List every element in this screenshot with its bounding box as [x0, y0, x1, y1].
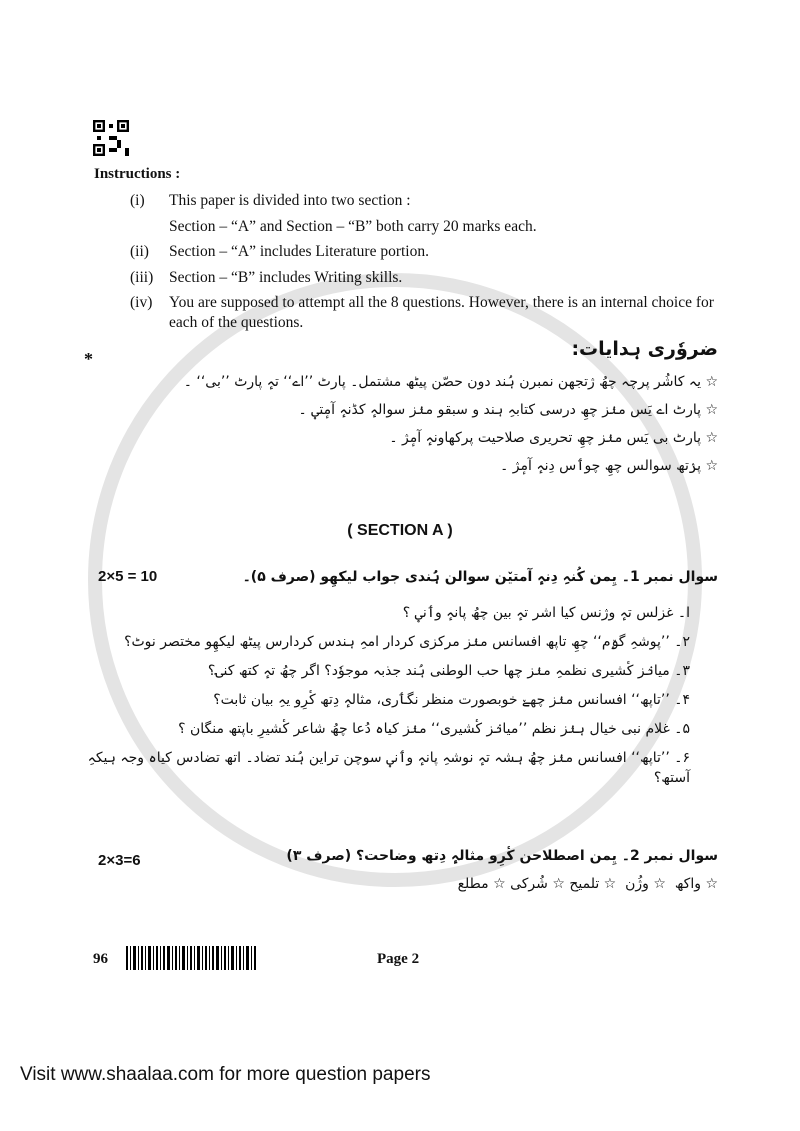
- q2-marks: 2×3=6: [98, 852, 141, 869]
- item-number: (ii): [130, 243, 149, 260]
- instructions-title: Instructions :: [94, 166, 181, 182]
- q1-heading: سوال نمبر 1۔ یِمن کُنہِ دِنہٕ آمتیٚن سوالن ہُندی جواب لیکھِو (صرف ۵)۔: [242, 569, 718, 585]
- item-text: You are supposed to attempt all the 8 questions. However, there is an internal choice for each of the questions.: [169, 294, 714, 331]
- q1-item: ۵۔ غلام نبی خیال ہنٛز نظم ’’میانٛز کٔشیری‘‘ منٛز کیاہ دُعا چھُ شاعر کٔشیرِ باپتھ منگان ؟: [178, 721, 690, 737]
- q1-item: ۲۔ ’’پوشہِ گۄٚم‘‘ چھِ تاپھ افسانس منٛز مرکزی کردار امہِ ہندس کردارس پیٹھ لیکھِو مختصر نوٹ؟: [124, 634, 690, 650]
- q1-heading-block: [190, 567, 718, 587]
- asterisk-mark: *: [84, 349, 93, 369]
- urdu-instructions: [110, 336, 718, 484]
- urdu-instruction: ☆ یہ کاشُر پرچہ چھُ ژتجھن نمبرن ہُند دون حصّن پیٹھ مشتمل۔ پارٹ ’’اے‘‘ تہٕ پارٹ ’’بی‘‘ ۔: [183, 374, 718, 390]
- item-text: This paper is divided into two section :: [169, 192, 411, 209]
- q2-terms: ☆ واکھ ☆ وژُن ☆ تلمیح ☆ شُرکی ☆ مطلع: [457, 876, 718, 892]
- q2-heading: سوال نمبر 2۔ یِمن اصطلاحن کٔرِو مثالہٕ دِتھ وضاحت؟ (صرف ۳): [286, 848, 718, 864]
- barcode-icon: [126, 946, 258, 970]
- item-number: (i): [130, 192, 145, 209]
- item-number: (iii): [130, 269, 154, 286]
- q1-item: ا۔ غزلس تہٕ وژنس کیا اشر تہٕ بین چھُ پانہٕ وٲنؠ ؟: [402, 605, 690, 621]
- qr-code-icon: [93, 120, 129, 156]
- q1-item: ۴۔ ’’تاپھ‘‘ افسانس منٛز چھےٚ خوبصورت منظر نگٲری، مثالہٕ دِتھ کٔرِو یہِ بیان ثابت؟: [213, 692, 690, 708]
- item-text: Section – “A” includes Literature portion.: [169, 243, 429, 260]
- page-number: Page 2: [377, 951, 420, 967]
- q1-item: ۶۔ ’’تاپھ‘‘ افسانس منٛز چھُ ہشہ تہٕ نوشہِ پانہٕ وٲنؠ سوچن تراین ہُند تضاد۔ اتھ تضادس کیاہ وجہ ہیکہِ آستھ؟: [87, 750, 690, 786]
- urdu-instruction: ☆ پرٛتھ سوالس چھِ چوٲس دِنہٕ آمٕژ ۔: [500, 458, 718, 474]
- item-text: Section – “B” includes Writing skills.: [169, 269, 403, 286]
- visit-link[interactable]: Visit www.shaalaa.com for more question papers: [20, 1064, 431, 1085]
- q1-items: [60, 603, 690, 797]
- q1-item: ۳۔ میانٛز کٔشیری نظمہِ منٛز چھا حب الوطنی ہُند جذبہ موجوٗد؟ اگر چھُ تہٕ کتھ کنۍ؟: [207, 663, 690, 679]
- paper-code: 96: [93, 951, 108, 967]
- section-a-title: ( SECTION A ): [347, 522, 453, 539]
- urdu-instruction: ☆ پارٹ بی یَس منٛز چھِ تحریری صلاحیت پرکھاونہٕ آمٕژ ۔: [389, 430, 718, 446]
- q1-marks: 2×5 = 10: [98, 568, 158, 585]
- q2-block: [190, 846, 718, 894]
- item-text: Section – “A” and Section – “B” both carry 20 marks each.: [169, 218, 537, 235]
- urdu-instruction: ☆ پارٹ اے یَس منٛز چھِ درسی کتابہِ ہند و سبقو منٛز سوالہٕ کڈنہٕ آمٕتؠ ۔: [298, 402, 718, 418]
- urdu-instructions-heading: ضروٗری ہدایات:: [571, 338, 718, 360]
- item-number: (iv): [130, 294, 153, 311]
